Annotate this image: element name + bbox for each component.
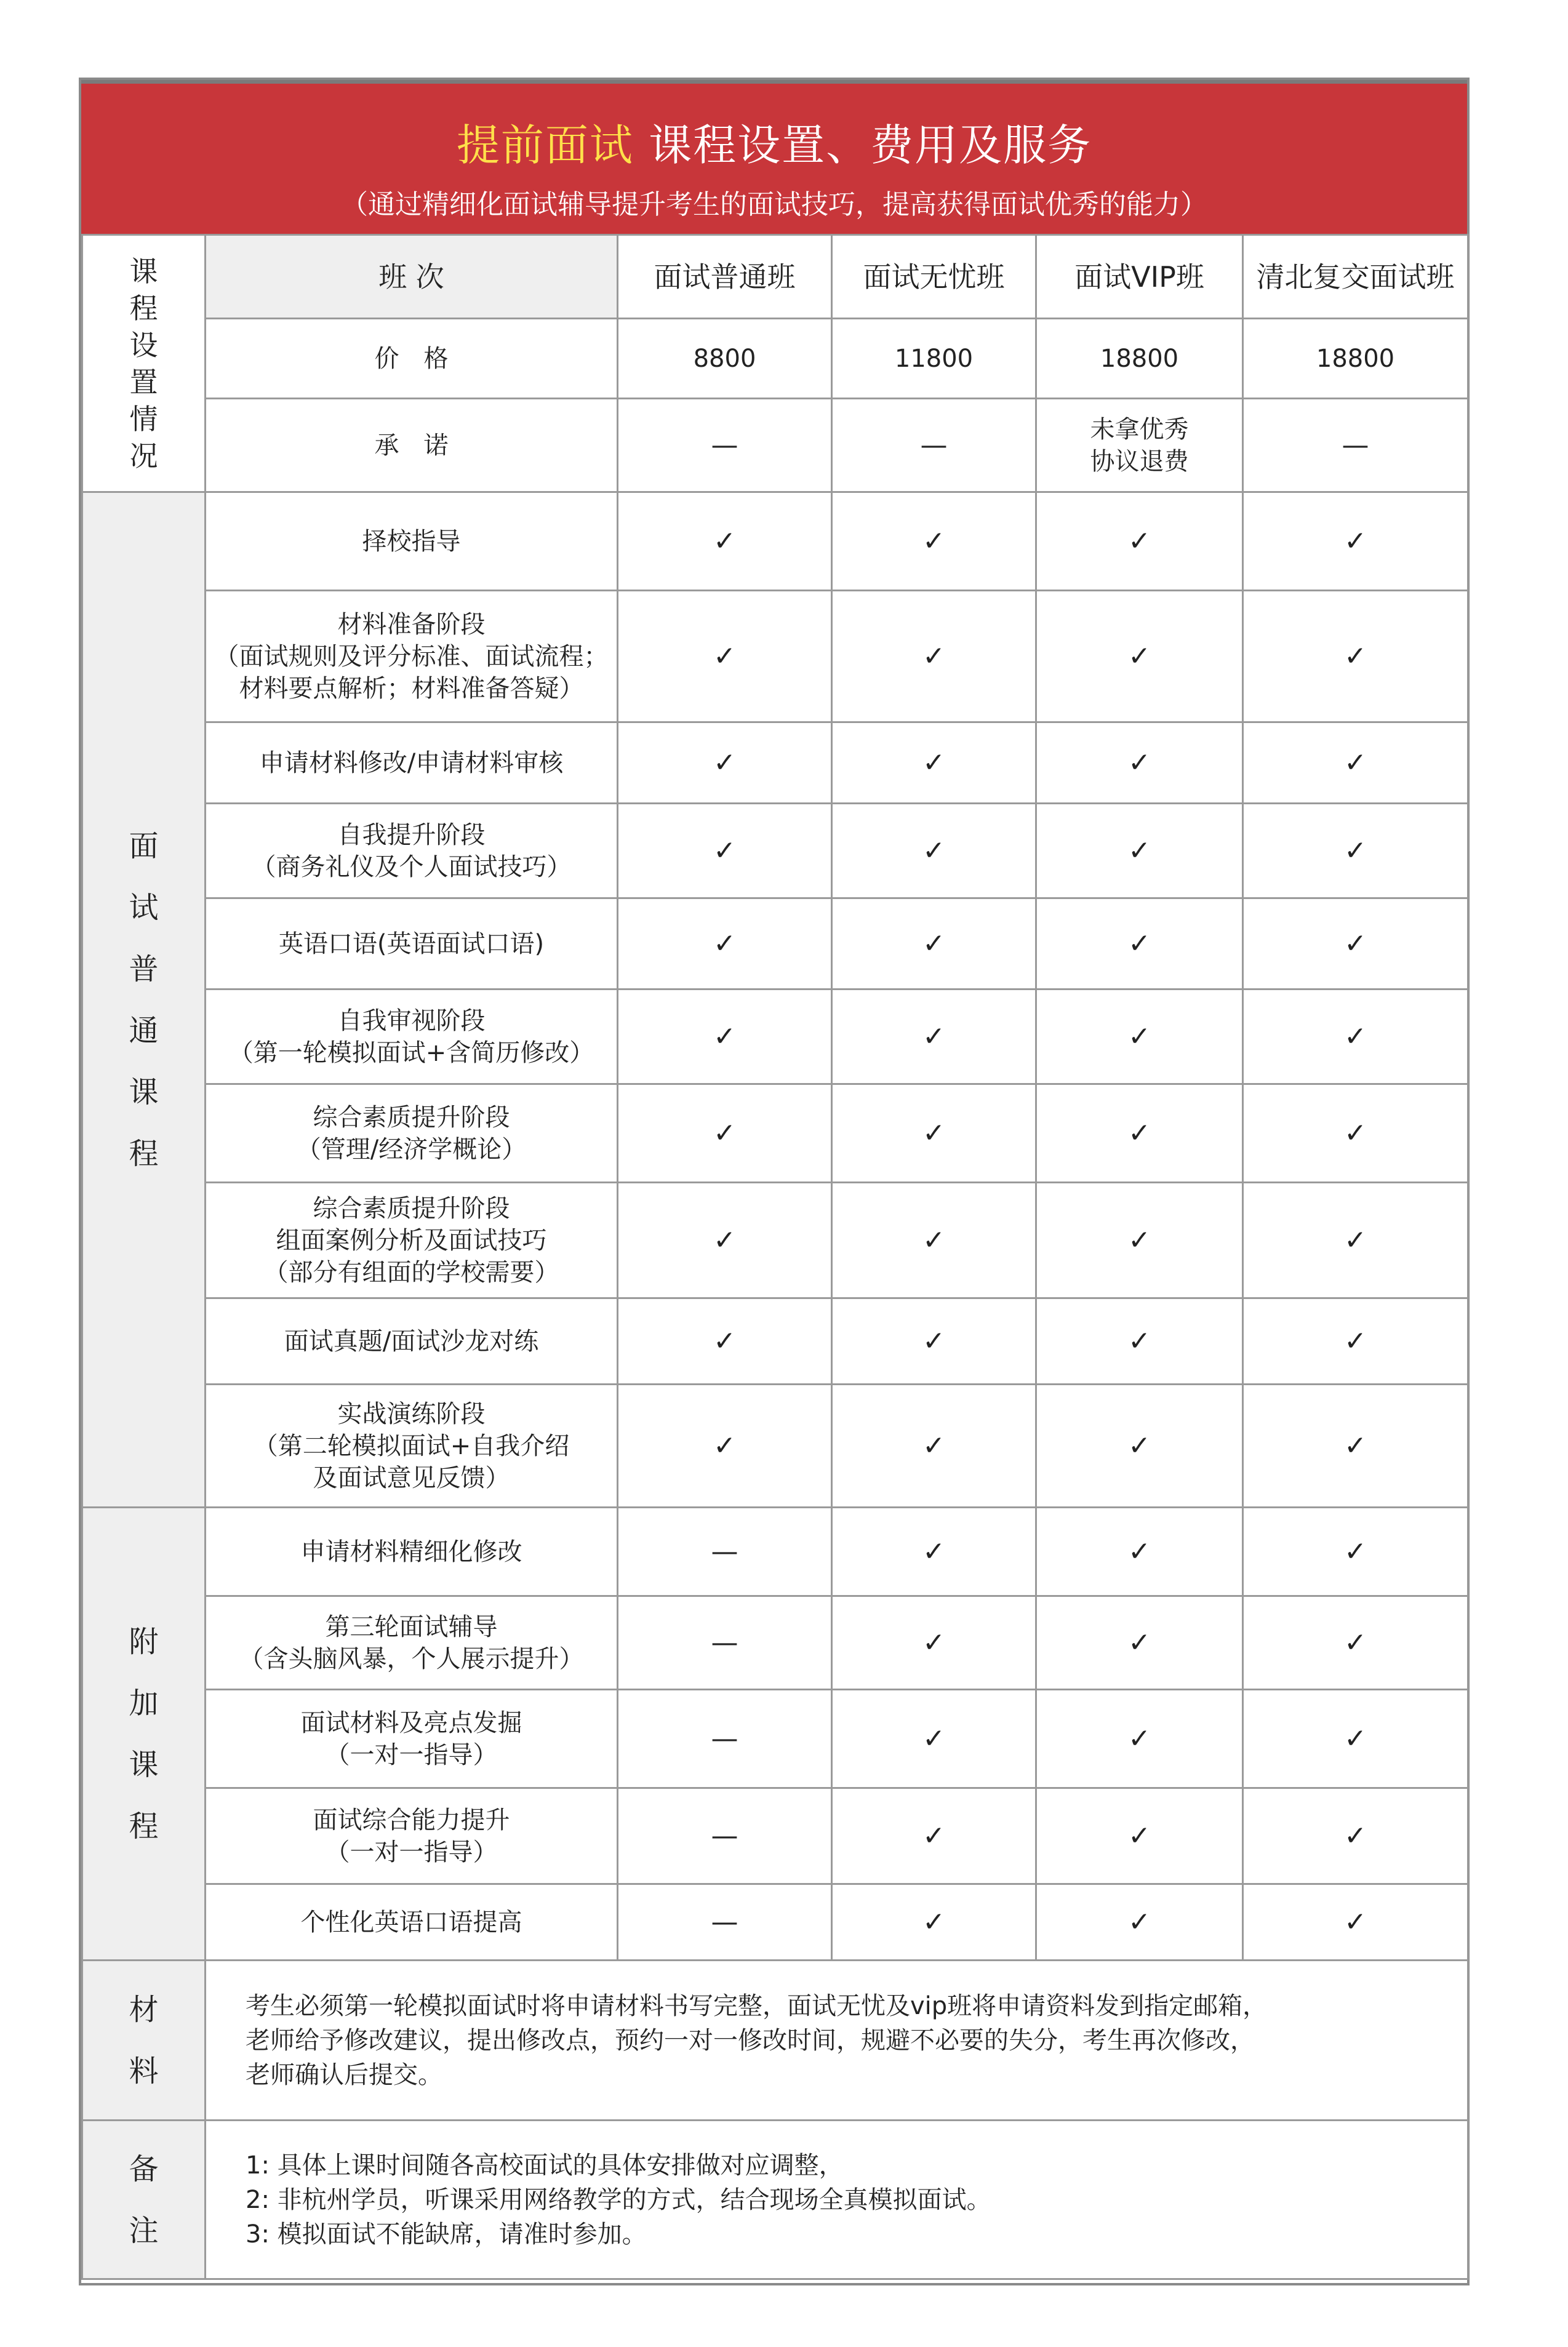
- course-item-label: 第三轮面试辅导 （含头脑风暴，个人展示提升）: [206, 1596, 618, 1690]
- table-row: [82, 722, 1468, 804]
- table-row: [82, 492, 1468, 591]
- check-mark-icon: ✓: [832, 1508, 1036, 1596]
- check-mark-icon: ✓: [618, 1298, 832, 1385]
- check-mark-icon: ✓: [1036, 1596, 1243, 1690]
- check-mark-icon: ✓: [1036, 898, 1243, 990]
- table-row: [82, 1961, 1468, 2121]
- course-item-label: 申请材料修改/申请材料审核: [206, 722, 618, 804]
- not-included-dash: —: [618, 1788, 832, 1884]
- check-mark-icon: ✓: [618, 1084, 832, 1183]
- promise-row: [82, 399, 1468, 492]
- check-mark-icon: ✓: [1243, 1508, 1468, 1596]
- promise-cell: 未拿优秀 协议退费: [1036, 399, 1243, 492]
- check-mark-icon: ✓: [832, 990, 1036, 1084]
- course-item-label: 综合素质提升阶段 组面案例分析及面试技巧 （部分有组面的学校需要）: [206, 1183, 618, 1298]
- table-row: [82, 2121, 1468, 2279]
- class-column-header: 班 次: [206, 235, 618, 319]
- column-header-vip: 面试VIP班: [1036, 235, 1243, 319]
- check-mark-icon: ✓: [1243, 1788, 1468, 1884]
- table-row: [82, 1385, 1468, 1508]
- course-item-label: 综合素质提升阶段 （管理/经济学概论）: [206, 1084, 618, 1183]
- check-mark-icon: ✓: [1243, 1884, 1468, 1961]
- check-mark-icon: ✓: [1036, 591, 1243, 722]
- course-item-label: 面试综合能力提升 （一对一指导）: [206, 1788, 618, 1884]
- check-mark-icon: ✓: [618, 591, 832, 722]
- promise-cell: —: [832, 399, 1036, 492]
- check-mark-icon: ✓: [832, 1298, 1036, 1385]
- course-item-label: 面试材料及亮点发掘 （一对一指导）: [206, 1690, 618, 1788]
- price-cell: 11800: [832, 319, 1036, 399]
- check-mark-icon: ✓: [1036, 1385, 1243, 1508]
- check-mark-icon: ✓: [832, 722, 1036, 804]
- course-item-label: 材料准备阶段 （面试规则及评分标准、面试流程； 材料要点解析；材料准备答疑）: [206, 591, 618, 722]
- price-label: 价 格: [206, 319, 618, 399]
- column-header-worryfree: 面试无忧班: [832, 235, 1036, 319]
- check-mark-icon: ✓: [1243, 898, 1468, 990]
- section-basic-courses: 面 试 普 通 课 程: [82, 492, 206, 1508]
- check-mark-icon: ✓: [618, 990, 832, 1084]
- check-mark-icon: ✓: [1243, 722, 1468, 804]
- page-title: [81, 111, 1467, 173]
- course-table: [81, 234, 1469, 2280]
- course-item-label: 个性化英语口语提高: [206, 1884, 618, 1961]
- page-subtitle: （通过精细化面试辅导提升考生的面试技巧，提高获得面试优秀的能力）: [341, 189, 1207, 220]
- column-header-top-universities: 清北复交面试班: [1243, 235, 1468, 319]
- check-mark-icon: ✓: [832, 898, 1036, 990]
- check-mark-icon: ✓: [618, 722, 832, 804]
- check-mark-icon: ✓: [1243, 1596, 1468, 1690]
- check-mark-icon: ✓: [832, 1690, 1036, 1788]
- table-row: [82, 1508, 1468, 1596]
- table-row: [82, 1884, 1468, 1961]
- table-row: [82, 1596, 1468, 1690]
- course-item-label: 自我提升阶段 （商务礼仪及个人面试技巧）: [206, 804, 618, 898]
- course-item-label: 实战演练阶段 （第二轮模拟面试+自我介绍 及面试意见反馈）: [206, 1385, 618, 1508]
- check-mark-icon: ✓: [1036, 1183, 1243, 1298]
- course-table-body: [82, 235, 1468, 2279]
- check-mark-icon: ✓: [1036, 1084, 1243, 1183]
- column-header-basic: 面试普通班: [618, 235, 832, 319]
- check-mark-icon: ✓: [618, 1183, 832, 1298]
- title-rest: 课程设置、费用及服务: [633, 120, 1092, 170]
- materials-text: 考生必须第一轮模拟面试时将申请材料书写完整，面试无忧及vip班将申请资料发到指定邮箱， 老师给予修改建议，提出修改点，预约一对一修改时间，规避不必要的失分，考生再次修改， 老师确认后提交。: [206, 1961, 1468, 2121]
- promise-cell: —: [618, 399, 832, 492]
- check-mark-icon: ✓: [1243, 591, 1468, 722]
- check-mark-icon: ✓: [832, 492, 1036, 591]
- check-mark-icon: ✓: [1036, 1788, 1243, 1884]
- price-row: [82, 319, 1468, 399]
- check-mark-icon: ✓: [1243, 804, 1468, 898]
- table-row: [82, 1084, 1468, 1183]
- section-course-setup: 课 程 设 置 情 况: [82, 235, 206, 492]
- check-mark-icon: ✓: [1036, 1298, 1243, 1385]
- check-mark-icon: ✓: [618, 898, 832, 990]
- table-row: [82, 1298, 1468, 1385]
- table-row: [82, 990, 1468, 1084]
- table-row: [82, 804, 1468, 898]
- table-row: [82, 1183, 1468, 1298]
- table-row: [82, 1690, 1468, 1788]
- check-mark-icon: ✓: [1036, 1508, 1243, 1596]
- section-materials: 材 料: [82, 1961, 206, 2121]
- check-mark-icon: ✓: [618, 804, 832, 898]
- header-banner: [81, 80, 1467, 236]
- check-mark-icon: ✓: [832, 1183, 1036, 1298]
- notes-text: 1: 具体上课时间随各高校面试的具体安排做对应调整， 2: 非杭州学员，听课采用网络教学的方式，结合现场全真模拟面试。 3: 模拟面试不能缺席，请准时参加。: [206, 2121, 1468, 2279]
- check-mark-icon: ✓: [1036, 990, 1243, 1084]
- check-mark-icon: ✓: [618, 1385, 832, 1508]
- not-included-dash: —: [618, 1884, 832, 1961]
- table-row: [82, 1788, 1468, 1884]
- title-highlight: 提前面试: [456, 120, 634, 170]
- check-mark-icon: ✓: [1243, 1690, 1468, 1788]
- check-mark-icon: ✓: [1036, 1884, 1243, 1961]
- table-row: [82, 898, 1468, 990]
- check-mark-icon: ✓: [832, 1884, 1036, 1961]
- check-mark-icon: ✓: [1243, 1298, 1468, 1385]
- promise-cell: —: [1243, 399, 1468, 492]
- not-included-dash: —: [618, 1508, 832, 1596]
- not-included-dash: —: [618, 1596, 832, 1690]
- check-mark-icon: ✓: [1036, 492, 1243, 591]
- check-mark-icon: ✓: [1243, 1385, 1468, 1508]
- table-header-row: [82, 235, 1468, 319]
- course-item-label: 英语口语(英语面试口语): [206, 898, 618, 990]
- check-mark-icon: ✓: [1036, 1690, 1243, 1788]
- course-item-label: 申请材料精细化修改: [206, 1508, 618, 1596]
- course-item-label: 面试真题/面试沙龙对练: [206, 1298, 618, 1385]
- check-mark-icon: ✓: [1036, 804, 1243, 898]
- section-notes: 备 注: [82, 2121, 206, 2279]
- check-mark-icon: ✓: [832, 591, 1036, 722]
- table-row: [82, 591, 1468, 722]
- course-table-sheet: [79, 78, 1470, 2285]
- course-item-label: 择校指导: [206, 492, 618, 591]
- check-mark-icon: ✓: [832, 804, 1036, 898]
- check-mark-icon: ✓: [1036, 722, 1243, 804]
- course-item-label: 自我审视阶段 （第一轮模拟面试+含简历修改）: [206, 990, 618, 1084]
- price-cell: 18800: [1243, 319, 1468, 399]
- section-extra-courses: 附 加 课 程: [82, 1508, 206, 1961]
- check-mark-icon: ✓: [832, 1084, 1036, 1183]
- price-cell: 18800: [1036, 319, 1243, 399]
- check-mark-icon: ✓: [1243, 1183, 1468, 1298]
- check-mark-icon: ✓: [832, 1788, 1036, 1884]
- check-mark-icon: ✓: [618, 492, 832, 591]
- check-mark-icon: ✓: [832, 1385, 1036, 1508]
- check-mark-icon: ✓: [832, 1596, 1036, 1690]
- check-mark-icon: ✓: [1243, 990, 1468, 1084]
- not-included-dash: —: [618, 1690, 832, 1788]
- promise-label: 承 诺: [206, 399, 618, 492]
- price-cell: 8800: [618, 319, 832, 399]
- check-mark-icon: ✓: [1243, 492, 1468, 591]
- check-mark-icon: ✓: [1243, 1084, 1468, 1183]
